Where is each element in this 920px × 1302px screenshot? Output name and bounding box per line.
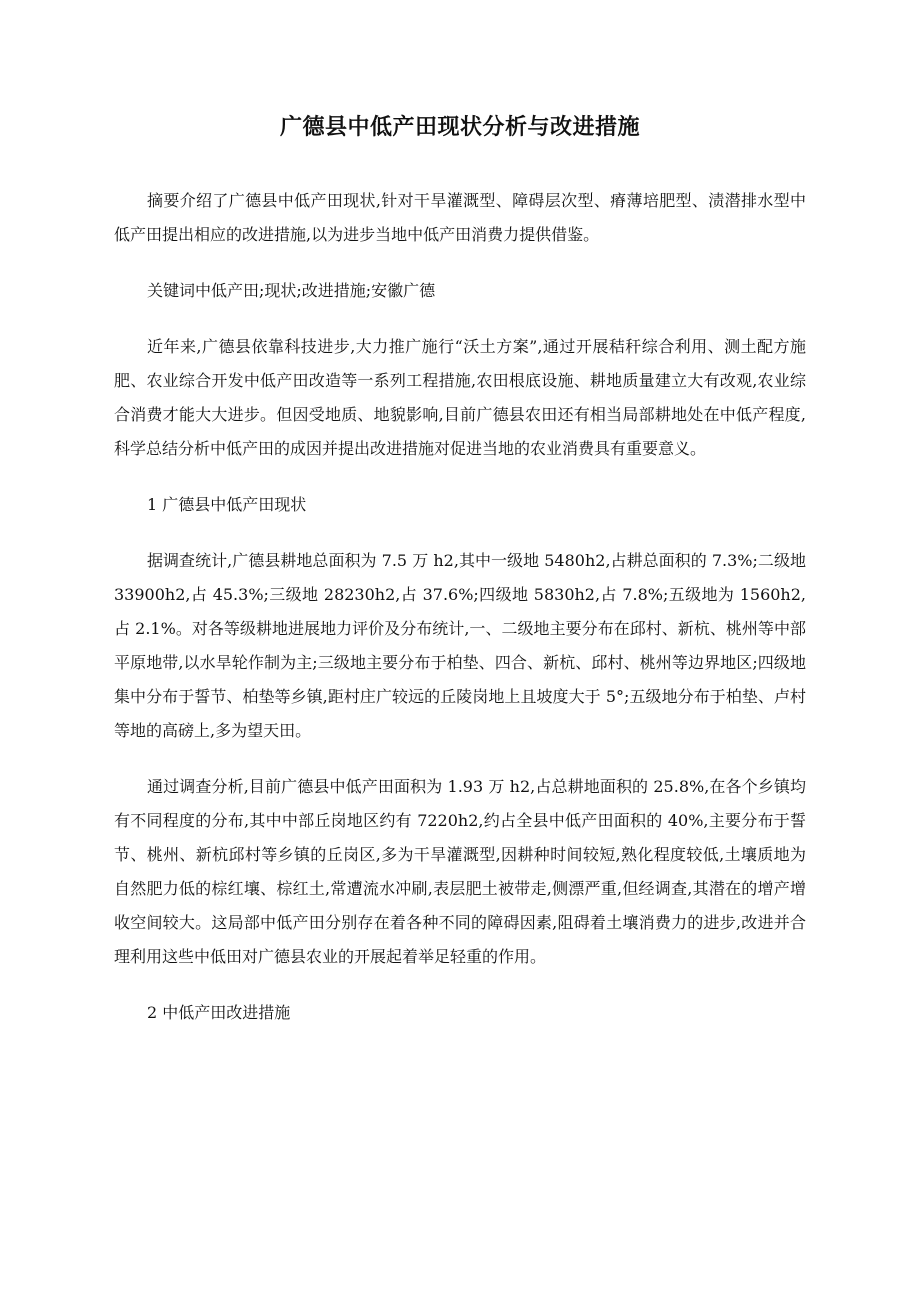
section-1-paragraph-2: 通过调查分析,目前广德县中低产田面积为 1.93 万 h2,占总耕地面积的 25.8%,在各个乡镇均有不同程度的分布,其中中部丘岗地区约有 7220h2,约占全县中低产田面积的 40%,主要分布于誓节、桃州、新杭邱村等乡镇的丘岗区,多为干旱灌溉型,因耕种时间较短,熟化程度较低,土壤质地为自然肥力低的棕红壤、棕红土,常遭流水冲刷,表层肥土被带走,侧漂严重,但经调查,其潜在的增产增收空间较大。这局部中低产田分别存在着各种不同的障碍因素,阻碍着土壤消费力的进步,改进并合理利用这些中低田对广德县农业的开展起着举足轻重的作用。: [114, 777, 806, 966]
intro-paragraph: 近年来,广德县依靠科技进步,大力推广施行“沃土方案”,通过开展秸秆综合利用、测土配方施肥、农业综合开发中低产田改造等一系列工程措施,农田根底设施、耕地质量建立大有改观,农业综合消费才能大大进步。但因受地质、地貌影响,目前广德县农田还有相当局部耕地处在中低产程度,科学总结分析中低产田的成因并提出改进措施对促进当地的农业消费具有重要意义。: [114, 337, 806, 458]
keywords-paragraph: 关键词中低产田;现状;改进措施;安徽广德: [147, 281, 436, 300]
section-2-heading: 2 中低产田改进措施: [147, 1003, 291, 1022]
abstract-paragraph: 摘要介绍了广德县中低产田现状,针对干旱灌溉型、障碍层次型、瘠薄培肥型、渍潜排水型中低产田提出相应的改进措施,以为进步当地中低产田消费力提供借鉴。: [114, 191, 806, 244]
section-1-paragraph-1: 据调查统计,广德县耕地总面积为 7.5 万 h2,其中一级地 5480h2,占耕总面积的 7.3%;二级地 33900h2,占 45.3%;三级地 28230h2,占 37.6%;四级地 5830h2,占 7.8%;五级地为 1560h2,占 2.1%。对各等级耕地进展地力评价及分布统计,一、二级地主要分布在邱村、新杭、桃州等中部平原地带,以水旱轮作制为主;三级地主要分布于柏垫、四合、新杭、邱村、桃州等边界地区;四级地集中分布于誓节、柏垫等乡镇,距村庄广较远的丘陵岗地上且坡度大于 5°;五级地分布于柏垫、卢村等地的高磅上,多为望天田。: [114, 551, 806, 740]
section-1-heading: 1 广德县中低产田现状: [147, 495, 307, 514]
document-title: 广德县中低产田现状分析与改进措施: [279, 115, 640, 140]
